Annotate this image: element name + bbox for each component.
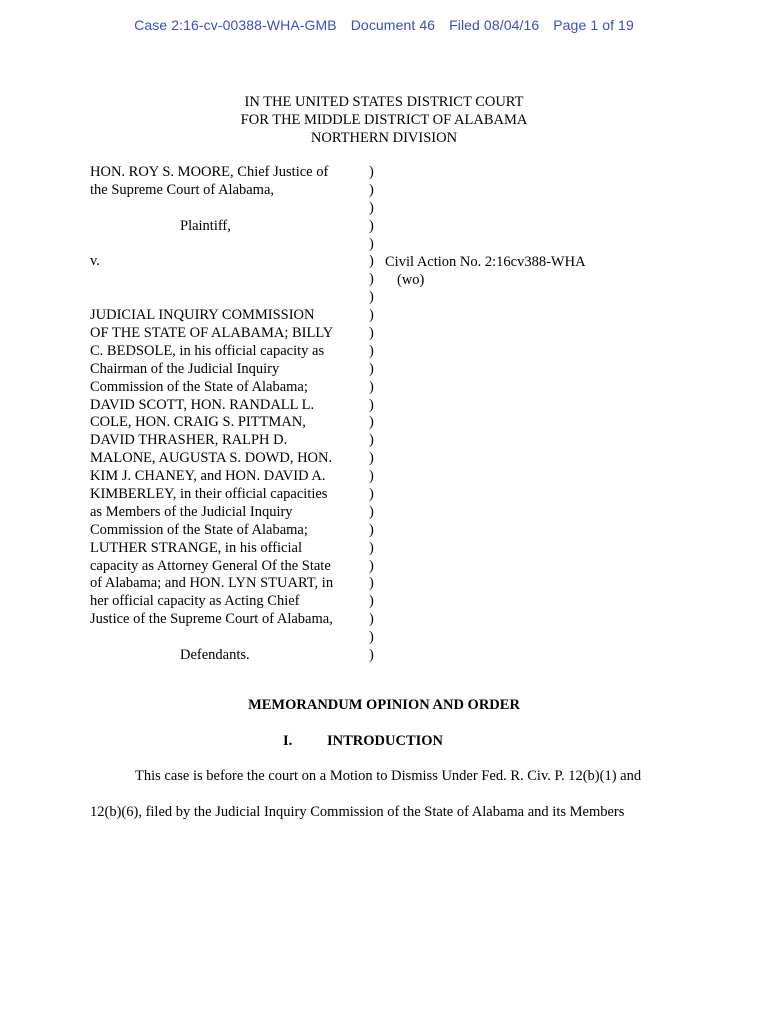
plaintiff-label: Plaintiff, <box>180 217 231 234</box>
caption-parenthesis: ) <box>369 521 374 538</box>
caption-line: DAVID THRASHER, RALPH D. <box>90 432 288 449</box>
caption-line: MALONE, AUGUSTA S. DOWD, HON. <box>90 450 333 467</box>
caption-parenthesis: ) <box>369 593 374 610</box>
caption-parenthesis: ) <box>369 164 374 180</box>
caption-parenthesis: ) <box>369 235 374 252</box>
caption-parenthesis: ) <box>369 378 374 395</box>
wo-designation: (wo) <box>397 271 425 288</box>
caption-parenthesis: ) <box>369 342 374 359</box>
caption-parenthesis: ) <box>369 575 374 592</box>
section-title: INTRODUCTION <box>327 733 444 749</box>
caption-line: capacity as Attorney General Of the State <box>90 557 331 574</box>
caption-parenthesis: ) <box>369 181 374 198</box>
caption-line: OF THE STATE OF ALABAMA; BILLY <box>90 325 334 342</box>
caption-parenthesis: ) <box>369 611 374 628</box>
document-title: MEMORANDUM OPINION AND ORDER <box>248 697 520 713</box>
filed-date: Filed 08/04/16 <box>449 17 540 33</box>
caption-parenthesis: ) <box>369 360 374 377</box>
caption-parenthesis-column <box>369 164 374 665</box>
caption-line: HON. ROY S. MOORE, Chief Justice of <box>90 164 329 180</box>
body-paragraph-line: This case is before the court on a Motion to Dismiss Under Fed. R. Civ. P. 12(b)(1) and <box>135 768 642 784</box>
civil-action-number: Civil Action No. 2:16cv388-WHA <box>385 254 586 270</box>
caption-line: JUDICIAL INQUIRY COMMISSION <box>90 307 315 324</box>
caption-line <box>90 271 365 289</box>
body-paragraph-line: 12(b)(6), filed by the Judicial Inquiry Commission of the State of Alabama and its Members <box>90 804 625 820</box>
case-number: Case 2:16-cv-00388-WHA-GMB <box>134 17 337 33</box>
caption-parenthesis: ) <box>369 289 374 306</box>
versus-label: v. <box>90 253 100 270</box>
caption-line <box>90 289 365 307</box>
caption-parenthesis: ) <box>369 450 374 467</box>
caption-parenthesis: ) <box>369 307 374 324</box>
caption-line: KIMBERLEY, in their official capacities <box>90 486 328 503</box>
caption-parenthesis: ) <box>369 629 374 646</box>
caption-parenthesis: ) <box>369 539 374 556</box>
caption-parenthesis: ) <box>369 486 374 503</box>
court-heading <box>0 93 768 147</box>
caption-line: Commission of the State of Alabama; <box>90 521 308 538</box>
filing-header <box>0 17 768 33</box>
caption-parenthesis: ) <box>369 468 374 485</box>
caption-line: as Members of the Judicial Inquiry <box>90 503 293 520</box>
caption-line: Justice of the Supreme Court of Alabama, <box>90 611 333 628</box>
court-line-3: NORTHERN DIVISION <box>310 130 458 146</box>
document-number: Document 46 <box>350 17 436 33</box>
caption-parenthesis: ) <box>369 325 374 342</box>
section-number: I. <box>283 733 293 749</box>
caption-parenthesis: ) <box>369 253 374 270</box>
caption-parenthesis: ) <box>369 414 374 431</box>
caption-line: COLE, HON. CRAIG S. PITTMAN, <box>90 414 306 431</box>
caption-line: the Supreme Court of Alabama, <box>90 181 275 198</box>
caption-line: Commission of the State of Alabama; <box>90 378 308 395</box>
caption-parenthesis: ) <box>369 199 374 216</box>
caption-line <box>90 629 365 647</box>
section-heading <box>283 733 443 750</box>
caption-line <box>90 236 365 254</box>
caption-parenthesis: ) <box>369 217 374 234</box>
caption-parenthesis: ) <box>369 647 374 664</box>
caption-line: her official capacity as Acting Chief <box>90 593 300 610</box>
case-caption-parties <box>90 164 365 665</box>
caption-parenthesis: ) <box>369 271 374 288</box>
caption-line: DAVID SCOTT, HON. RANDALL L. <box>90 396 315 413</box>
caption-line: KIM J. CHANEY, and HON. DAVID A. <box>90 468 326 485</box>
caption-line: Chairman of the Judicial Inquiry <box>90 360 280 377</box>
caption-parenthesis: ) <box>369 557 374 574</box>
court-line-1: IN THE UNITED STATES DISTRICT COURT <box>244 94 524 110</box>
page-count: Page 1 of 19 <box>553 17 634 33</box>
case-caption-number <box>385 254 586 290</box>
caption-line: of Alabama; and HON. LYN STUART, in <box>90 575 334 592</box>
caption-parenthesis: ) <box>369 396 374 413</box>
caption-line <box>90 200 365 218</box>
caption-parenthesis: ) <box>369 432 374 449</box>
caption-line: C. BEDSOLE, in his official capacity as <box>90 342 325 359</box>
caption-parenthesis: ) <box>369 503 374 520</box>
court-line-2: FOR THE MIDDLE DISTRICT OF ALABAMA <box>240 112 528 128</box>
defendants-label: Defendants. <box>180 647 250 664</box>
caption-line: LUTHER STRANGE, in his official <box>90 539 302 556</box>
